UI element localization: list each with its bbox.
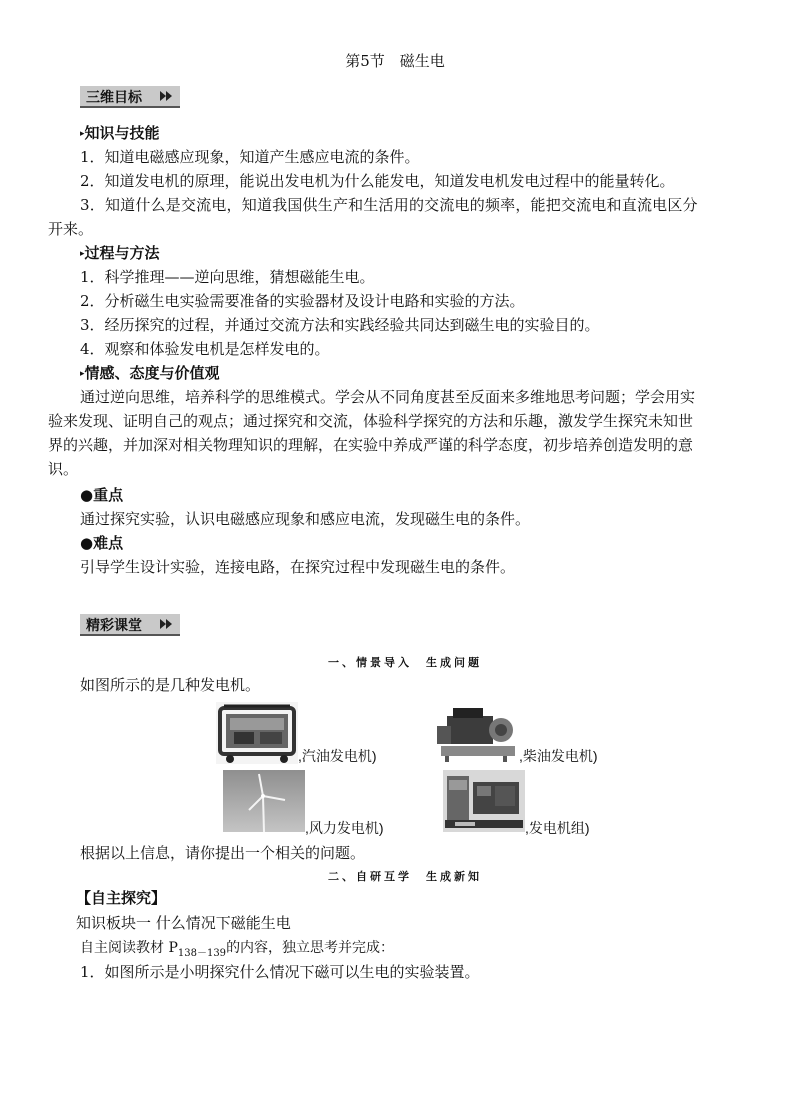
diesel-generator-image: [433, 702, 519, 764]
reading-instruction: 自主阅读教材 $P_{138-139}$的内容，独立思考并完成：: [80, 940, 395, 959]
question-text: 根据以上信息，请你提出一个相关的问题。: [80, 844, 366, 862]
double-arrow-icon: [160, 91, 174, 101]
page-title: 第5节 磁生电: [345, 52, 445, 70]
part2-heading: 二、自研互学 生成新知: [328, 870, 482, 883]
double-arrow-icon: [160, 619, 174, 629]
process-item-3: 3．经历探究的过程，并通过交流方法和实践经验共同达到磁生电的实验目的。: [80, 316, 600, 334]
emotion-line-3: 界的兴趣，并加深对相关物理知识的理解，在实验中养成严谨的科学态度，初步培养创造发明的意: [48, 436, 694, 454]
section-tag-label: 三维目标: [86, 90, 142, 106]
caption-gasoline-generator: ,汽油发电机): [298, 748, 377, 764]
self-study-heading: 【自主探究】: [76, 889, 167, 907]
caption-diesel-generator: ,柴油发电机): [519, 748, 598, 764]
part1-heading: 一、情景导入 生成问题: [328, 656, 482, 669]
triangle-bullet-icon: ▸: [80, 249, 85, 259]
process-item-1: 1．科学推理——逆向思维，猜想磁能生电。: [80, 268, 375, 286]
intro-text: 如图所示的是几种发电机。: [80, 676, 261, 694]
key-text: 通过探究实验，认识电磁感应现象和感应电流，发现磁生电的条件。: [80, 510, 531, 528]
caption-wind-generator: ,风力发电机): [305, 820, 384, 836]
difficulty-heading: ●难点: [80, 534, 124, 552]
gasoline-generator-image: [216, 702, 298, 764]
key-heading: ●重点: [80, 486, 124, 504]
emotion-heading: ▸情感、态度与价值观: [80, 364, 220, 382]
knowledge-item-2: 2．知道发电机的原理，能说出发电机为什么能发电，知道发电机发电过程中的能量转化。: [80, 172, 675, 190]
question-item-1: 1．如图所示是小明探究什么情况下磁可以生电的实验装置。: [80, 963, 480, 981]
caption-generator-set: ,发电机组): [525, 820, 590, 836]
knowledge-item-3: 3．知道什么是交流电，知道我国供生产和生活用的交流电的频率，能把交流电和直流电区分: [80, 196, 698, 214]
process-item-4: 4．观察和体验发电机是怎样发电的。: [80, 340, 330, 358]
knowledge-item-3-cont: 开来。: [48, 220, 94, 238]
emotion-line-4: 识。: [48, 460, 79, 478]
difficulty-text: 引导学生设计实验，连接电路，在探究过程中发现磁生电的条件。: [80, 558, 516, 576]
wind-turbine-image: [223, 770, 305, 832]
process-item-2: 2．分析磁生电实验需要准备的实验器材及设计电路和实验的方法。: [80, 292, 525, 310]
triangle-bullet-icon: ▸: [80, 129, 85, 139]
knowledge-block-1-title: 知识板块一 什么情况下磁能生电: [76, 914, 291, 932]
section-tag-label: 精彩课堂: [86, 618, 142, 634]
process-heading: ▸过程与方法: [80, 244, 160, 262]
knowledge-item-1: 1．知道电磁感应现象，知道产生感应电流的条件。: [80, 148, 420, 166]
emotion-line-2: 验来发现、证明自己的观点；通过探究和交流，体验科学探究的方法和乐趣，激发学生探究未知世: [48, 412, 694, 430]
emotion-line-1: 通过逆向思维，培养科学的思维模式。学会从不同角度甚至反面来多维地思考问题；学会用实: [80, 388, 696, 406]
generator-set-image: [443, 770, 525, 832]
knowledge-heading: ▸知识与技能: [80, 124, 160, 142]
section-tag-wonderful-class: [80, 614, 180, 636]
section-tag-three-dimensional-goals: [80, 86, 180, 108]
triangle-bullet-icon: ▸: [80, 369, 85, 379]
